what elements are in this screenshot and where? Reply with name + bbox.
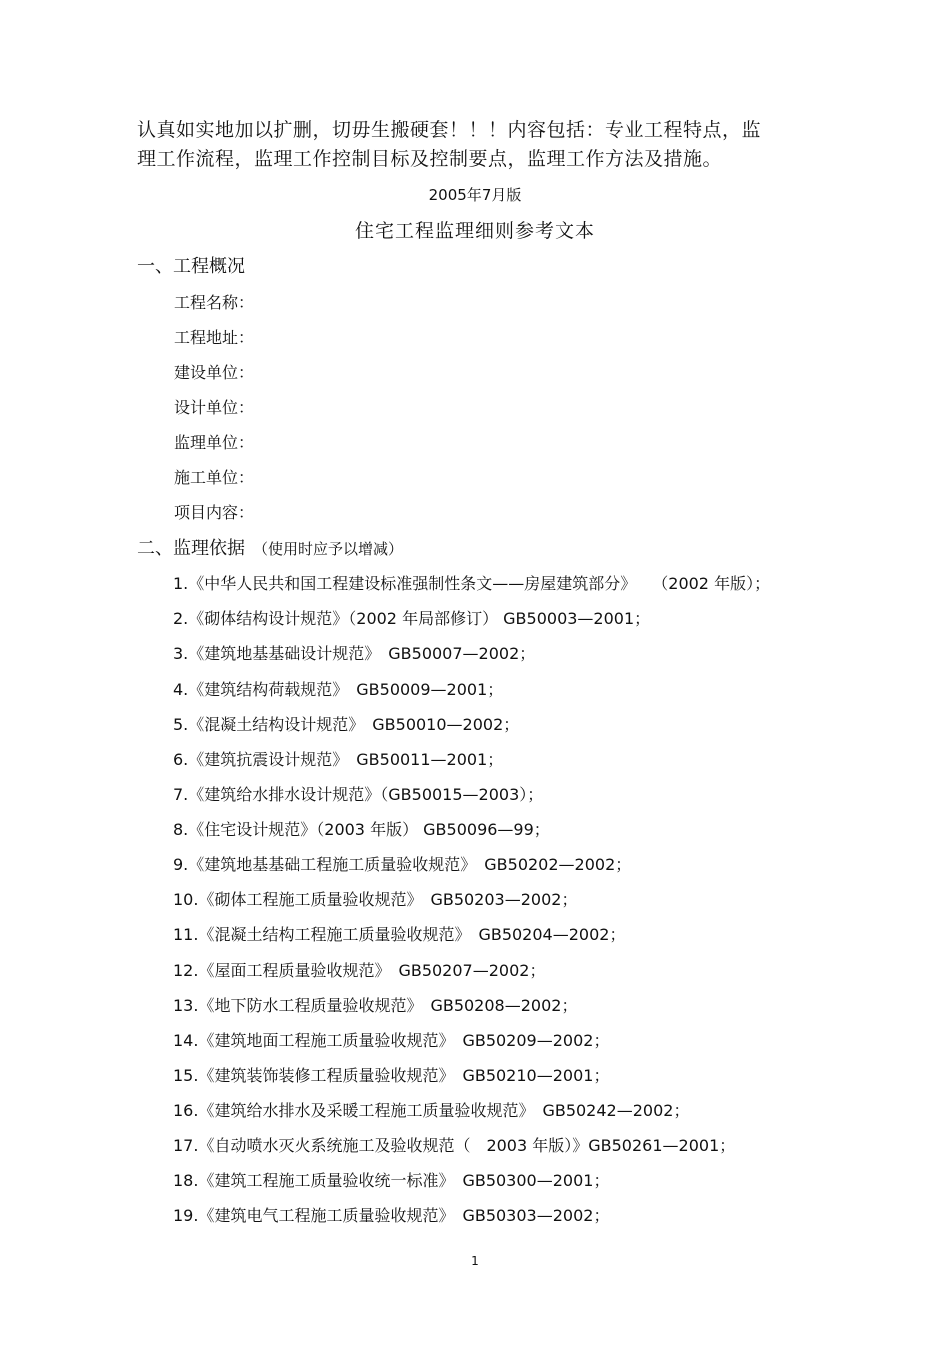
field-supervision-unit: 监理单位： (174, 433, 255, 452)
reference-item: 17.《自动喷水灭火系统施工及验收规范（ 2003 年版）》GB50261—2001； (173, 1136, 736, 1155)
field-project-content: 项目内容： (174, 503, 255, 522)
field-project-address: 工程地址： (174, 328, 255, 347)
reference-item: 15.《建筑装饰装修工程质量验收规范》 GB50210—2001； (173, 1066, 610, 1085)
section-2-heading (137, 534, 403, 560)
field-owner-unit: 建设单位： (174, 363, 255, 382)
reference-item: 8.《住宅设计规范》（2003 年版） GB50096—99； (173, 820, 550, 839)
intro-line-1: 认真如实地加以扩删，切毋生搬硬套！！！内容包括：专业工程特点，监 (137, 119, 762, 141)
reference-item: 6.《建筑抗震设计规范》 GB50011—2001； (173, 750, 504, 769)
reference-item: 3.《建筑地基基础设计规范》 GB50007—2002； (173, 644, 536, 663)
intro-paragraph (137, 116, 837, 174)
reference-item: 14.《建筑地面工程施工质量验收规范》 GB50209—2002； (173, 1031, 610, 1050)
document-title: 住宅工程监理细则参考文本 (354, 220, 595, 242)
field-construction-unit: 施工单位： (174, 468, 255, 487)
section-2-note: （使用时应予以增减） (253, 540, 404, 558)
section-1-heading: 一、工程概况 (137, 256, 245, 277)
intro-line-2: 理工作流程，监理工作控制目标及控制要点，监理工作方法及措施。 (137, 148, 723, 170)
reference-item: 19.《建筑电气工程施工质量验收规范》 GB50303—2002； (173, 1206, 610, 1225)
reference-item: 4.《建筑结构荷载规范》 GB50009—2001； (173, 680, 504, 699)
field-project-name: 工程名称： (174, 293, 255, 312)
reference-item: 10.《砌体工程施工质量验收规范》 GB50203—2002； (173, 890, 578, 909)
reference-item: 18.《建筑工程施工质量验收统一标准》 GB50300—2001； (173, 1171, 610, 1190)
reference-item: 2.《砌体结构设计规范》（2002 年局部修订） GB50003—2001； (173, 609, 651, 628)
reference-item: 7.《建筑给水排水设计规范》（GB50015—2003）； (173, 785, 544, 804)
reference-item: 13.《地下防水工程质量验收规范》 GB50208—2002； (173, 996, 578, 1015)
field-design-unit: 设计单位： (174, 398, 255, 417)
reference-item: 11.《混凝土结构工程施工质量验收规范》 GB50204—2002； (173, 925, 626, 944)
section-2-title: 二、监理依据 (137, 538, 245, 559)
reference-item: 5.《混凝土结构设计规范》 GB50010—2002； (173, 715, 520, 734)
reference-item: 16.《建筑给水排水及采暖工程施工质量验收规范》 GB50242—2002； (173, 1101, 690, 1120)
version-label: 2005年7月版 (428, 186, 522, 204)
page-number: 1 (471, 1254, 479, 1268)
reference-item: 9.《建筑地基基础工程施工质量验收规范》 GB50202—2002； (173, 855, 632, 874)
reference-item: 12.《屋面工程质量验收规范》 GB50207—2002； (173, 961, 546, 980)
reference-item: 1.《中华人民共和国工程建设标准强制性条文——房屋建筑部分》 （2002 年版）； (173, 574, 771, 593)
